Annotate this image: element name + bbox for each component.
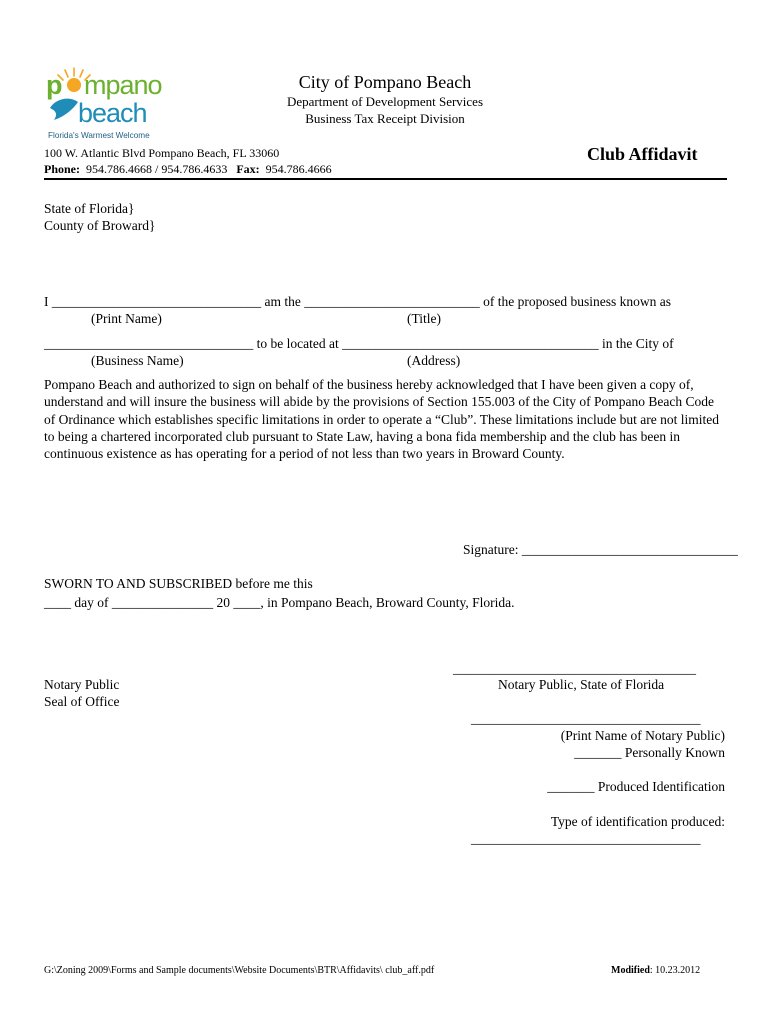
business-name-label: (Business Name) xyxy=(91,353,184,368)
produced-identification-option[interactable]: _______ Produced Identification xyxy=(547,779,725,794)
contact-line xyxy=(44,162,332,177)
identification-type-label: Type of identification produced: xyxy=(550,814,725,829)
fax-number: 954.786.4666 xyxy=(265,162,332,176)
division-name: Business Tax Receipt Division xyxy=(305,111,465,126)
identification-type-line[interactable]: __________________________________ xyxy=(471,831,701,846)
notary-public-label: Notary Public xyxy=(44,677,120,692)
sworn-statement: SWORN TO AND SUBSCRIBED before me this xyxy=(44,576,313,591)
signature-line[interactable]: Signature: ________________________________ xyxy=(463,542,738,557)
notary-print-name-line[interactable]: __________________________________ xyxy=(471,711,701,726)
modified-footer xyxy=(611,965,700,977)
office-address: 100 W. Atlantic Blvd Pompano Beach, FL 33060 xyxy=(44,146,280,160)
state-venue: State of Florida} xyxy=(44,201,135,216)
notary-signature-line[interactable]: ____________________________________ xyxy=(453,661,696,676)
print-name-label: (Print Name) xyxy=(91,311,162,326)
seal-of-office-label: Seal of Office xyxy=(44,694,120,709)
modified-date: : 10.23.2012 xyxy=(649,965,701,976)
page-title: City of Pompano Beach xyxy=(298,72,472,92)
sworn-date-line[interactable]: ____ day of _______________ 20 ____, in Pompano Beach, Broward County, Florida. xyxy=(44,595,515,610)
department-name: Department of Development Services xyxy=(286,94,484,109)
logo-word-rest: mpano xyxy=(84,70,162,100)
business-location-line[interactable]: _______________________________ to be located at ______________________________________ in the City of xyxy=(44,336,674,351)
affiant-name-line[interactable]: I _______________________________ am the __________________________ of the proposed business known as xyxy=(44,294,671,309)
logo-word-beach: beach xyxy=(78,98,147,128)
notary-print-name-label: (Print Name of Notary Public) xyxy=(560,728,725,743)
personally-known-option[interactable]: _______ Personally Known xyxy=(574,745,725,760)
document-title: Club Affidavit xyxy=(587,144,698,164)
affidavit-body-text: Pompano Beach and authorized to sign on behalf of the business hereby acknowledged that I have been given a copy of, understand and will insure the business will abide by the provisions of Section 155.003 of the City of Pompano Beach Code of Ordinance which establishes specific limitations in order to operate a “Club”. These limitations include but are not limited to being a chartered incorporated club pursuant to State Law, having a bona fida membership and the club has been in continuous existence as has operating for a period of not less than two years in Broward County. xyxy=(44,377,719,462)
logo-word-pompano: p xyxy=(46,70,62,100)
header-divider xyxy=(44,178,727,180)
notary-state-label: Notary Public, State of Florida xyxy=(498,677,665,692)
pompano-beach-logo xyxy=(44,64,164,142)
address-label: (Address) xyxy=(407,353,461,368)
fax-label: Fax: xyxy=(236,162,260,176)
file-path-footer: G:\Zoning 2009\Forms and Sample documents\Website Documents\BTR\Affidavits\ club_aff.pdf xyxy=(44,965,435,976)
phone-numbers: 954.786.4668 / 954.786.4633 xyxy=(86,162,228,176)
logo-fish-icon xyxy=(50,99,78,120)
pompano-beach-logo-graphic xyxy=(44,64,164,142)
phone-label: Phone: xyxy=(44,162,80,176)
modified-label: Modified xyxy=(611,965,650,976)
logo-tagline: Florida's Warmest Welcome xyxy=(48,131,150,140)
title-label: (Title) xyxy=(407,311,442,326)
county-venue: County of Broward} xyxy=(44,218,156,233)
logo-sun-o-icon xyxy=(67,78,81,92)
